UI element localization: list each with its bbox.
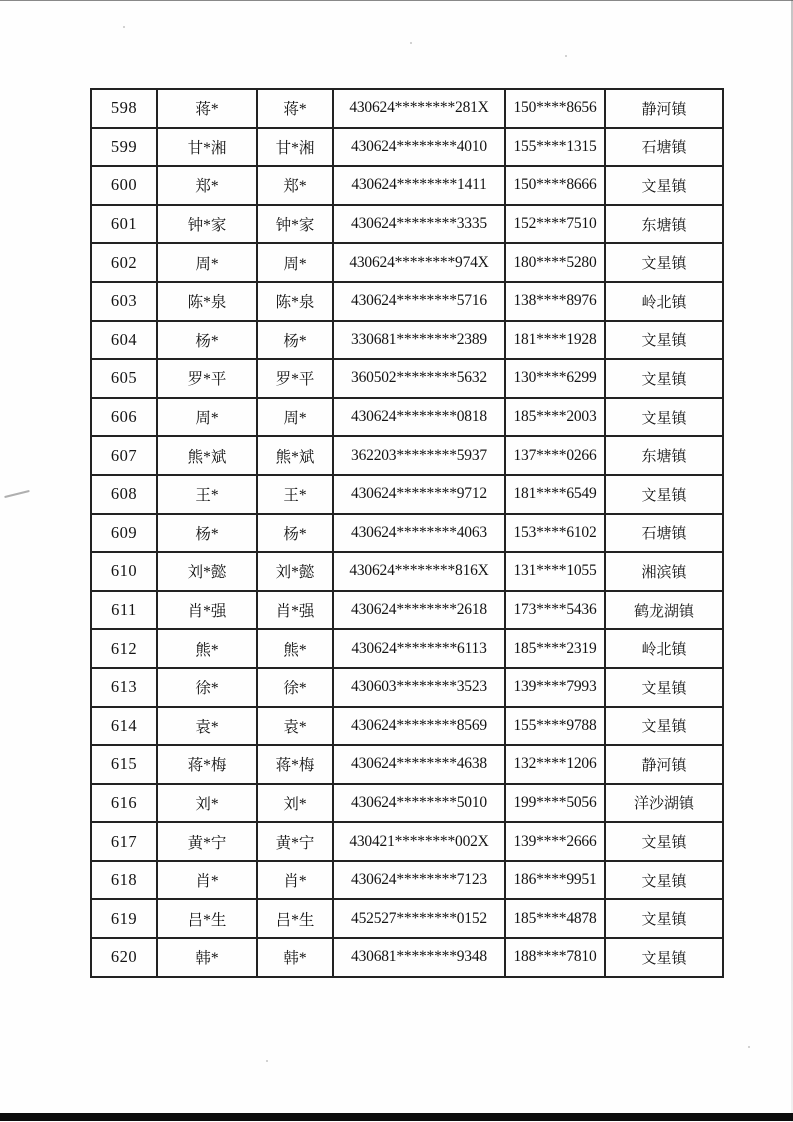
cell-phone_masked: 185****4878 [505, 899, 605, 938]
cell-id_masked: 430624********281X [333, 89, 505, 128]
table-row [91, 243, 723, 282]
cell-no: 616 [91, 784, 157, 823]
cell-name_confirm: 郑* [257, 166, 333, 205]
cell-phone_masked: 173****5436 [505, 591, 605, 630]
cell-id_masked: 330681********2389 [333, 321, 505, 360]
table-row [91, 899, 723, 938]
cell-no: 611 [91, 591, 157, 630]
table-row [91, 514, 723, 553]
cell-name: 郑* [157, 166, 257, 205]
cell-town: 岭北镇 [605, 282, 723, 321]
cell-name: 蒋*梅 [157, 745, 257, 784]
cell-phone_masked: 137****0266 [505, 436, 605, 475]
cell-phone_masked: 152****7510 [505, 205, 605, 244]
cell-phone_masked: 138****8976 [505, 282, 605, 321]
table-row [91, 938, 723, 977]
cell-name_confirm: 韩* [257, 938, 333, 977]
cell-name: 肖* [157, 861, 257, 900]
cell-phone_masked: 131****1055 [505, 552, 605, 591]
cell-name_confirm: 蒋*梅 [257, 745, 333, 784]
cell-no: 615 [91, 745, 157, 784]
cell-id_masked: 362203********5937 [333, 436, 505, 475]
cell-town: 文星镇 [605, 166, 723, 205]
cell-name: 杨* [157, 514, 257, 553]
table-row [91, 321, 723, 360]
cell-name: 熊*斌 [157, 436, 257, 475]
cell-name: 徐* [157, 668, 257, 707]
table-row [91, 166, 723, 205]
cell-town: 文星镇 [605, 398, 723, 437]
table-row [91, 475, 723, 514]
cell-town: 岭北镇 [605, 629, 723, 668]
cell-name_confirm: 吕*生 [257, 899, 333, 938]
cell-name: 黄*宁 [157, 822, 257, 861]
cell-name_confirm: 袁* [257, 707, 333, 746]
cell-phone_masked: 186****9951 [505, 861, 605, 900]
cell-id_masked: 430624********0818 [333, 398, 505, 437]
cell-no: 598 [91, 89, 157, 128]
cell-no: 617 [91, 822, 157, 861]
table-row [91, 436, 723, 475]
cell-phone_masked: 199****5056 [505, 784, 605, 823]
cell-no: 609 [91, 514, 157, 553]
cell-name_confirm: 熊* [257, 629, 333, 668]
cell-name_confirm: 杨* [257, 514, 333, 553]
cell-name: 刘* [157, 784, 257, 823]
table-row [91, 89, 723, 128]
cell-name: 杨* [157, 321, 257, 360]
table-row [91, 784, 723, 823]
cell-phone_masked: 188****7810 [505, 938, 605, 977]
scan-speckle [748, 1046, 750, 1048]
table-row [91, 629, 723, 668]
cell-id_masked: 430624********6113 [333, 629, 505, 668]
cell-no: 612 [91, 629, 157, 668]
cell-name: 吕*生 [157, 899, 257, 938]
cell-name_confirm: 蒋* [257, 89, 333, 128]
table-row [91, 861, 723, 900]
scan-speckle [565, 55, 567, 57]
table-row [91, 668, 723, 707]
cell-id_masked: 430624********5010 [333, 784, 505, 823]
cell-name_confirm: 王* [257, 475, 333, 514]
cell-name_confirm: 杨* [257, 321, 333, 360]
cell-id_masked: 430624********7123 [333, 861, 505, 900]
table-row [91, 398, 723, 437]
cell-no: 608 [91, 475, 157, 514]
cell-name_confirm: 甘*湘 [257, 128, 333, 167]
cell-id_masked: 430624********4010 [333, 128, 505, 167]
cell-town: 文星镇 [605, 707, 723, 746]
cell-id_masked: 430603********3523 [333, 668, 505, 707]
cell-name: 甘*湘 [157, 128, 257, 167]
scan-speckle [266, 1060, 268, 1062]
cell-name_confirm: 刘*懿 [257, 552, 333, 591]
cell-no: 605 [91, 359, 157, 398]
cell-name_confirm: 黄*宁 [257, 822, 333, 861]
cell-name_confirm: 周* [257, 243, 333, 282]
cell-town: 文星镇 [605, 321, 723, 360]
table-row [91, 359, 723, 398]
cell-name_confirm: 刘* [257, 784, 333, 823]
cell-name_confirm: 徐* [257, 668, 333, 707]
table-row [91, 552, 723, 591]
cell-id_masked: 430421********002X [333, 822, 505, 861]
cell-name: 熊* [157, 629, 257, 668]
cell-phone_masked: 153****6102 [505, 514, 605, 553]
cell-no: 601 [91, 205, 157, 244]
cell-phone_masked: 185****2003 [505, 398, 605, 437]
cell-town: 东塘镇 [605, 436, 723, 475]
cell-phone_masked: 155****9788 [505, 707, 605, 746]
cell-phone_masked: 155****1315 [505, 128, 605, 167]
cell-phone_masked: 150****8666 [505, 166, 605, 205]
roster-table-body [91, 89, 723, 977]
cell-id_masked: 430624********2618 [333, 591, 505, 630]
cell-id_masked: 430624********1411 [333, 166, 505, 205]
cell-no: 614 [91, 707, 157, 746]
cell-no: 619 [91, 899, 157, 938]
cell-name_confirm: 周* [257, 398, 333, 437]
cell-id_masked: 360502********5632 [333, 359, 505, 398]
cell-phone_masked: 150****8656 [505, 89, 605, 128]
table-row [91, 282, 723, 321]
cell-town: 文星镇 [605, 899, 723, 938]
cell-id_masked: 430624********4638 [333, 745, 505, 784]
scan-speckle [410, 42, 412, 44]
cell-phone_masked: 139****2666 [505, 822, 605, 861]
cell-town: 文星镇 [605, 938, 723, 977]
cell-no: 606 [91, 398, 157, 437]
table-row [91, 745, 723, 784]
cell-town: 洋沙湖镇 [605, 784, 723, 823]
cell-id_masked: 430624********3335 [333, 205, 505, 244]
cell-no: 600 [91, 166, 157, 205]
masked-roster-table [90, 88, 724, 978]
cell-no: 607 [91, 436, 157, 475]
cell-town: 文星镇 [605, 243, 723, 282]
cell-id_masked: 430624********974X [333, 243, 505, 282]
cell-name_confirm: 肖* [257, 861, 333, 900]
cell-no: 602 [91, 243, 157, 282]
cell-phone_masked: 139****7993 [505, 668, 605, 707]
cell-town: 东塘镇 [605, 205, 723, 244]
cell-name_confirm: 罗*平 [257, 359, 333, 398]
cell-name: 周* [157, 398, 257, 437]
table-row [91, 707, 723, 746]
cell-name_confirm: 钟*家 [257, 205, 333, 244]
cell-town: 文星镇 [605, 861, 723, 900]
cell-id_masked: 430624********5716 [333, 282, 505, 321]
cell-town: 静河镇 [605, 745, 723, 784]
cell-id_masked: 430624********8569 [333, 707, 505, 746]
cell-phone_masked: 180****5280 [505, 243, 605, 282]
cell-name: 陈*泉 [157, 282, 257, 321]
cell-name: 王* [157, 475, 257, 514]
table-row [91, 822, 723, 861]
cell-town: 湘滨镇 [605, 552, 723, 591]
cell-id_masked: 430624********9712 [333, 475, 505, 514]
cell-no: 603 [91, 282, 157, 321]
cell-town: 静河镇 [605, 89, 723, 128]
scan-edge-top [0, 0, 793, 1]
cell-no: 610 [91, 552, 157, 591]
cell-name: 钟*家 [157, 205, 257, 244]
cell-phone_masked: 185****2319 [505, 629, 605, 668]
scan-speckle [123, 26, 125, 28]
cell-town: 石塘镇 [605, 514, 723, 553]
table-row [91, 591, 723, 630]
cell-name: 刘*懿 [157, 552, 257, 591]
table-row [91, 128, 723, 167]
cell-name_confirm: 肖*强 [257, 591, 333, 630]
cell-name: 罗*平 [157, 359, 257, 398]
cell-id_masked: 430681********9348 [333, 938, 505, 977]
cell-town: 文星镇 [605, 475, 723, 514]
cell-town: 文星镇 [605, 822, 723, 861]
cell-phone_masked: 181****6549 [505, 475, 605, 514]
cell-name: 周* [157, 243, 257, 282]
cell-name_confirm: 熊*斌 [257, 436, 333, 475]
cell-town: 鹤龙湖镇 [605, 591, 723, 630]
scan-edge-bottom [0, 1113, 793, 1121]
cell-name: 肖*强 [157, 591, 257, 630]
cell-phone_masked: 181****1928 [505, 321, 605, 360]
cell-town: 石塘镇 [605, 128, 723, 167]
cell-name: 袁* [157, 707, 257, 746]
stray-pencil-mark [4, 490, 30, 498]
cell-phone_masked: 132****1206 [505, 745, 605, 784]
cell-town: 文星镇 [605, 359, 723, 398]
cell-town: 文星镇 [605, 668, 723, 707]
table-row [91, 205, 723, 244]
cell-name_confirm: 陈*泉 [257, 282, 333, 321]
cell-no: 599 [91, 128, 157, 167]
cell-name: 蒋* [157, 89, 257, 128]
cell-id_masked: 452527********0152 [333, 899, 505, 938]
cell-id_masked: 430624********4063 [333, 514, 505, 553]
cell-no: 618 [91, 861, 157, 900]
cell-id_masked: 430624********816X [333, 552, 505, 591]
cell-name: 韩* [157, 938, 257, 977]
cell-no: 620 [91, 938, 157, 977]
cell-phone_masked: 130****6299 [505, 359, 605, 398]
cell-no: 604 [91, 321, 157, 360]
cell-no: 613 [91, 668, 157, 707]
